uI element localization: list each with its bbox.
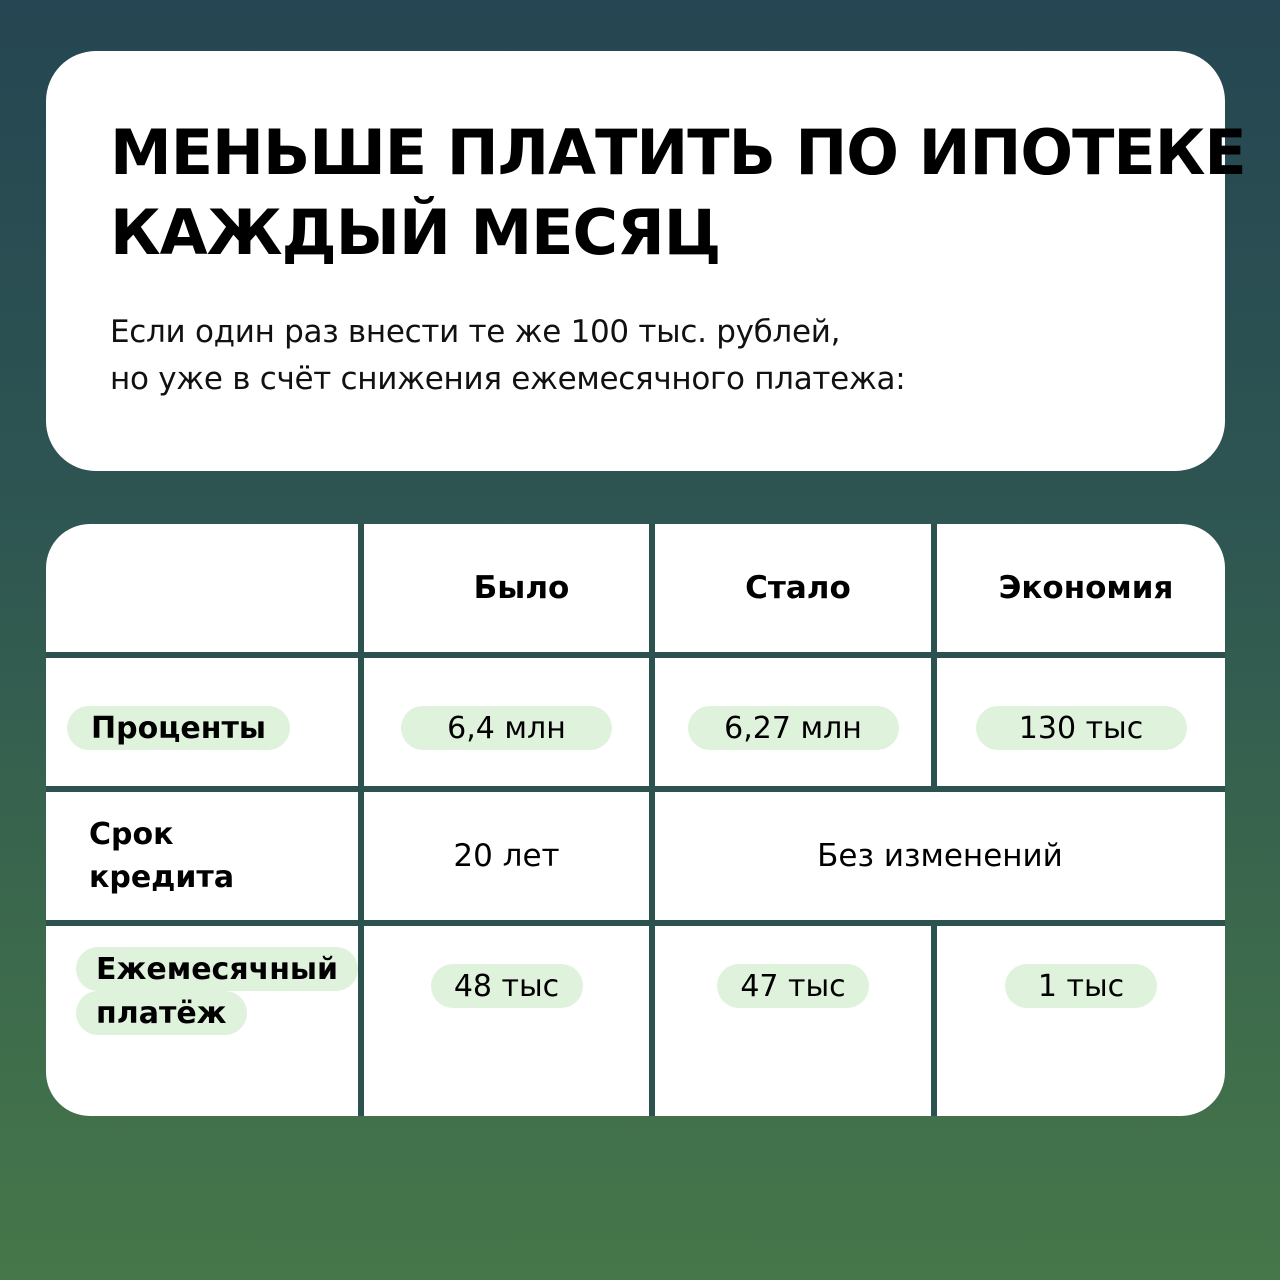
row-monthly-saving: 1 тыс xyxy=(1005,964,1157,1008)
subtitle-line-2: но уже в счёт снижения ежемесячного платежа: xyxy=(110,361,906,397)
column-header-saving: Экономия xyxy=(998,570,1174,606)
column-header-was: Было xyxy=(473,570,570,606)
row-monthly-label xyxy=(46,947,358,1035)
title-line-1: МЕНЬШЕ ПЛАТИТЬ ПО ИПОТЕКЕ xyxy=(110,116,1246,189)
row-monthly-was-cell xyxy=(364,926,649,1116)
header-cell-now xyxy=(655,524,931,652)
row-term-was-cell xyxy=(364,792,649,920)
row-interest-now-cell xyxy=(655,658,931,786)
row-interest-saving: 130 тыс xyxy=(976,706,1187,750)
row-interest-saving-cell xyxy=(937,658,1225,786)
header-cell-was xyxy=(364,524,649,652)
intro-card xyxy=(46,51,1246,471)
row-term-label-line-2: кредита xyxy=(89,860,235,895)
row-interest-was-cell xyxy=(364,658,649,786)
row-term-was: 20 лет xyxy=(453,838,560,874)
row-term-label xyxy=(46,813,234,899)
row-monthly-now: 47 тыс xyxy=(717,964,869,1008)
row-monthly-now-cell xyxy=(655,926,931,1116)
row-monthly-label-line-2: платёж xyxy=(76,991,247,1035)
column-header-now: Стало xyxy=(745,570,851,606)
row-term-now-saving-cell xyxy=(655,792,1225,920)
row-term-label-line-1: Срок xyxy=(89,817,174,852)
row-term-no-change: Без изменений xyxy=(817,838,1063,874)
row-interest-label-cell xyxy=(46,658,358,786)
header-cell-saving xyxy=(937,524,1225,652)
row-monthly-saving-cell xyxy=(937,926,1225,1116)
subtitle-line-1: Если один раз внести те же 100 тыс. рублей, xyxy=(110,314,841,350)
row-monthly-was: 48 тыс xyxy=(431,964,583,1008)
title-line-2: КАЖДЫЙ МЕСЯЦ xyxy=(110,196,721,269)
row-monthly-label-line-1: Ежемесячный xyxy=(76,947,358,991)
row-interest-label: Проценты xyxy=(67,706,290,750)
page-title xyxy=(110,113,1246,273)
row-interest-was: 6,4 млн xyxy=(401,706,612,750)
header-empty-cell xyxy=(46,524,358,652)
comparison-table xyxy=(46,524,1225,1116)
subtitle xyxy=(110,309,905,403)
row-term-label-cell xyxy=(46,792,358,920)
row-interest-now: 6,27 млн xyxy=(688,706,899,750)
row-monthly-label-cell xyxy=(46,926,358,1116)
